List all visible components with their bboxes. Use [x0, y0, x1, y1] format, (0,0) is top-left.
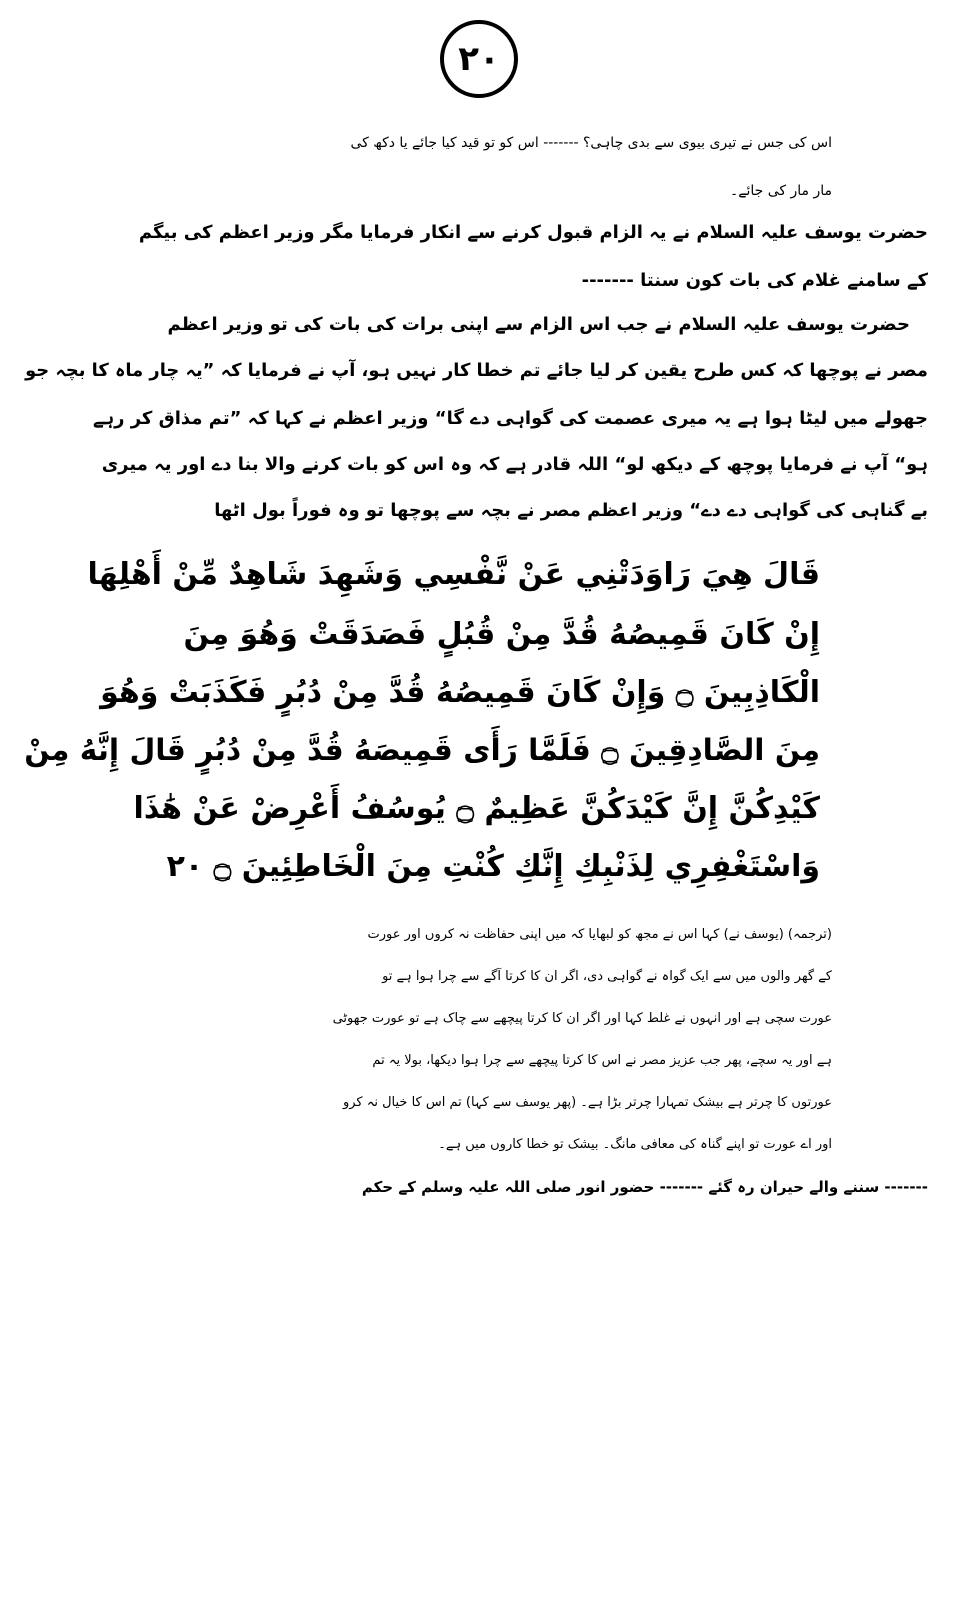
para1-line: کے سامنے غلام کی بات کون سنتا -------: [581, 270, 928, 291]
translation-line: اور اے عورت تو اپنے گناہ کی معافی مانگ۔ بیشک تو خطا کاروں میں ہے۔: [438, 1137, 832, 1152]
arabic-verse-line: وَاسْتَغْفِرِي لِذَنْبِكِ إِنَّكِ كُنْتِ مِنَ الْخَاطِئِينَ ۝ ٢٠: [166, 849, 820, 884]
para1-line: حضرت یوسف علیہ السلام نے یہ الزام قبول کرنے سے انکار فرمایا مگر وزیر اعظم کی بیگم: [138, 222, 928, 243]
final-line: ------- سننے والے حیران رہ گئے ------- حضور انور صلی اللہ علیہ وسلم کے حکم: [361, 1178, 928, 1196]
arabic-verse-line: مِنَ الصَّادِقِينَ ۝ فَلَمَّا رَأَى قَمِيصَهُ قُدَّ مِنْ دُبُرٍ قَالَ إِنَّهُ مِنْ: [24, 733, 820, 768]
translation-line: (ترجمہ) (یوسف نے) کہا اس نے مجھ کو لبھایا کہ میں اپنی حفاظت نہ کروں اور عورت: [367, 927, 832, 942]
translation-line: ہے اور یہ سچے، پھر جب عزیز مصر نے اس کا کرتا پیچھے سے چرا ہوا دیکھا، بولا یہ تم: [372, 1053, 832, 1068]
para2-line: حضرت یوسف علیہ السلام نے جب اس الزام سے اپنی برات کی بات کی تو وزیر اعظم: [167, 314, 910, 335]
arabic-verse-line: كَيْدِكُنَّ إِنَّ كَيْدَكُنَّ عَظِيمٌ ۝ يُوسُفُ أَعْرِضْ عَنْ هَٰذَا: [133, 791, 820, 826]
para2-line: مصر نے پوچھا کہ کس طرح یقین کر لیا جائے تم خطا کار نہیں ہو، آپ نے فرمایا کہ ”یہ چار ماہ کا بچہ جو: [25, 360, 928, 381]
para2-line: ہو“ آپ نے فرمایا پوچھ کے دیکھ لو“ اللہ قادر ہے کہ وہ اس کو بات کرنے والا بنا دے اور یہ میری: [101, 454, 928, 475]
intro-line: مار مار کی جائے۔: [730, 183, 832, 199]
translation-line: عورت سچی ہے اور انہوں نے غلط کہا اور اگر ان کا کرتا پیچھے سے چاک ہے تو عورت جھوٹی: [332, 1011, 832, 1026]
page-number: ۲۰: [458, 39, 500, 79]
para2-line: بے گناہی کی گواہی دے دے“ وزیر اعظم مصر نے بچہ سے پوچھا تو وہ فوراً بول اٹھا: [214, 500, 928, 521]
para2-line: جھولے میں لیٹا ہوا ہے یہ میری عصمت کی گواہی دے گا“ وزیر اعظم نے کہا کہ ”تم مذاق کر رہے: [93, 408, 928, 429]
page-number-circle: [440, 20, 518, 98]
arabic-verse-line: الْكَاذِبِينَ ۝ وَإِنْ كَانَ قَمِيصُهُ قُدَّ مِنْ دُبُرٍ فَكَذَبَتْ وَهُوَ: [100, 675, 820, 710]
arabic-verse-line: إِنْ كَانَ قَمِيصُهُ قُدَّ مِنْ قُبُلٍ فَصَدَقَتْ وَهُوَ مِنَ: [183, 617, 820, 652]
intro-line: اس کی جس نے تیری بیوی سے بدی چاہی؟ ------- اس کو تو قید کیا جائے یا دکھ کی: [350, 135, 832, 151]
translation-line: عورتوں کا چرتر ہے بیشک تمہارا چرتر بڑا ہے۔ (پھر یوسف سے کہا) تم اس کا خیال نہ کرو: [342, 1095, 832, 1110]
arabic-verse-line: قَالَ هِيَ رَاوَدَتْنِي عَنْ نَّفْسِي وَشَهِدَ شَاهِدٌ مِّنْ أَهْلِهَا: [87, 557, 820, 592]
translation-line: کے گھر والوں میں سے ایک گواہ نے گواہی دی، اگر ان کا کرتا آگے سے چرا ہوا ہے تو: [382, 969, 832, 984]
